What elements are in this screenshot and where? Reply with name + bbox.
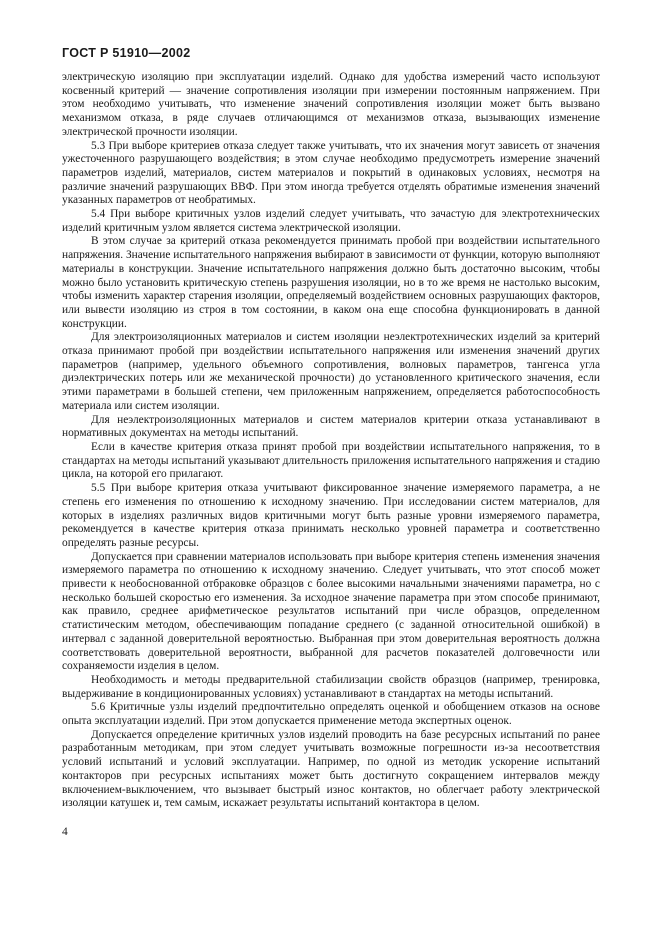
paragraph-stabilization: Необходимость и методы предварительной стабилизации свойств образцов (например, тренировка, выдерживание в кондиционированных условиях) устанавливают в стандартах на методы испытаний. <box>62 673 600 700</box>
document-body <box>62 71 600 811</box>
paragraph-relative-change: Допускается при сравнении материалов использовать при выборе критерия степень изменения значения измеряемого параметра по отношению к исходному значению. Следует учитывать, что этот способ может привести к необоснованной отбраковке образцов с более высокими начальными значениями параметра, но с несколько большей скоростью его изменения. За исходное значение параметра при этом способе принимают, как правило, среднее арифметическое результатов испытаний при числе образцов, определенном статистическим методом, обеспечивающим попадание среднего (с заданной относительной ошибкой) в интервал с заданной доверительной вероятностью. Выбранная при этом доверительная вероятность должна соответствовать доверительной вероятности, выбранной для расчетов показателей долговечности или сохраняемости изделия в целом. <box>62 550 600 673</box>
page-number: 4 <box>62 826 68 838</box>
paragraph-insulation-materials: Для электроизоляционных материалов и систем изоляции неэлектротехнических изделий за критерий отказа принимают пробой при воздействии испытательного напряжения или изменения значений других параметров (например, удельного объемного сопротивления, волновых параметров, тангенса угла диэлектрических потерь или же механической прочности) до установленного критического значения, если этими параметрами в большей степени, чем приложенным напряжением, определяется работоспособность материала или систем изоляции. <box>62 331 600 412</box>
paragraph-5-4: 5.4 При выборе критичных узлов изделий следует учитывать, что зачастую для электротехнических изделий критичным узлом является система электрической изоляции. <box>62 208 600 234</box>
paragraph-intro-continuation: электрическую изоляцию при эксплуатации изделий. Однако для удобства измерений часто используют косвенный критерий — значение сопротивления изоляции при измерении постоянным напряжением. При этом необходимо учитывать, что изменение значений сопротивления изоляции может быть вызвано механизмом отказа, в ряде случаев отличающимся от механизмов отказа, вызывающих изменение электрической прочности изоляции. <box>62 71 600 138</box>
document-header-title: ГОСТ Р 51910—2002 <box>62 46 191 60</box>
paragraph-5-5: 5.5 При выборе критерия отказа учитывают фиксированное значение измеряемого параметра, а не степень его изменения по отношению к исходному значению. При исследовании систем материалов, для которых в изделиях различных видов критичными могут быть разные уровни измеряемого параметра, рекомендуется в качестве критерия отказа принимать несколько уровней параметра и соответственно определять разные ресурсы. <box>62 482 600 549</box>
paragraph-critical-units: Допускается определение критичных узлов изделий проводить на базе ресурсных испытаний по ранее разработанным методикам, при этом следует учитывать возможные погрешности из-за несоответствия условий испытаний и условий эксплуатации. Например, по одной из методик ускорение испытаний контакторов при ресурсных испытаниях может быть достигнуто сокращением интервалов между включением-выключением, что вызывает быстрый износ контактов, но облегчает работу электрической изоляции катушек и, тем самым, искажает результаты испытаний контактора в целом. <box>62 728 600 810</box>
paragraph-test-voltage-duration: Если в качестве критерия отказа принят пробой при воздействии испытательного напряжения, то в стандартах на методы испытаний указывают длительность приложения испытательного напряжения и стадию цикла, на которой его прилагают. <box>62 440 600 481</box>
paragraph-5-6: 5.6 Критичные узлы изделий предпочтительно определять оценкой и обобщением отказов на основе опыта эксплуатации изделий. При этом допускается применение метода экспертных оценок. <box>62 701 600 728</box>
paragraph-breakdown-criterion: В этом случае за критерий отказа рекомендуется принимать пробой при воздействии испытательного напряжения. Значение испытательного напряжения выбирают в зависимости от функции, которую выполняют материалы в конструкции. Значение испытательного напряжения должно быть достаточно высоким, чтобы можно было установить критическую степень разрушения изоляции, но в то же время не настолько высоким, чтобы изменить характер старения изоляции, определяемый воздействием основных разрушающих факторов, или вывести изоляцию из строя в том состоянии, в каком она еще способна функционировать в данной конструкции. <box>62 235 600 330</box>
paragraph-5-3: 5.3 При выборе критериев отказа следует также учитывать, что их значения могут зависеть от значения ужесточенного разрушающего воздействия; в этом случае необходимо предусмотреть измерение значений параметров изделий, материалов, систем материалов и покрытий в одинаковых условиях, несмотря на различие значений разрушающих ВВФ. При этом иногда требуется отделять обратимые изменения значений указанных параметров от необратимых. <box>62 139 600 207</box>
paragraph-non-insulation-materials: Для неэлектроизоляционных материалов и систем материалов критерии отказа устанавливают в нормативных документах на методы испытаний. <box>62 413 600 440</box>
